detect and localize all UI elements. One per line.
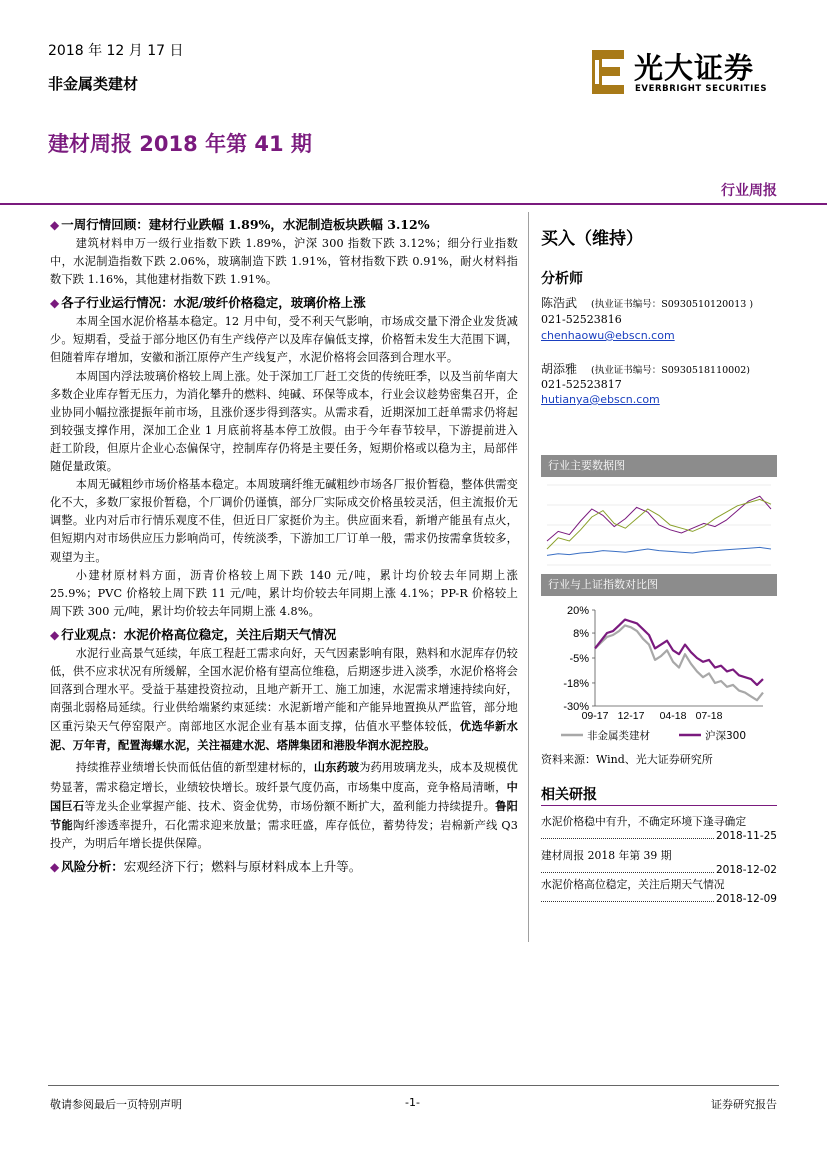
series-line-series-c bbox=[547, 547, 771, 555]
series-line-非金属类建材 bbox=[595, 625, 763, 700]
related-report-title: 水泥价格高位稳定，关注后期天气情况 bbox=[541, 878, 725, 891]
legend-label: 非金属类建材 bbox=[587, 730, 650, 742]
leader-dots bbox=[541, 838, 714, 839]
stock-name: 山东药玻 bbox=[313, 760, 360, 775]
footer-disclaimer: 敬请参阅最后一页特别声明 bbox=[50, 1098, 182, 1111]
sector-label: 非金属类建材 bbox=[48, 75, 139, 93]
analyst-heading: 分析师 bbox=[541, 271, 583, 287]
diamond-icon: ◆ bbox=[50, 627, 60, 642]
footer-report-label: 证券研究报告 bbox=[711, 1098, 777, 1111]
section-heading bbox=[50, 293, 518, 313]
y-tick-label: 20% bbox=[566, 605, 589, 617]
y-tick-label: -18% bbox=[563, 677, 589, 690]
series-line-series-b bbox=[547, 499, 771, 549]
section-heading-text: 行业观点：水泥价格高位稳定，关注后期天气情况 bbox=[61, 626, 337, 642]
diamond-icon: ◆ bbox=[50, 296, 60, 311]
x-tick-label: 07-18 bbox=[695, 710, 723, 722]
related-report-title: 水泥价格稳中有升，不确定环境下逢寻确定 bbox=[541, 815, 747, 828]
x-tick-label: 09-17 bbox=[581, 710, 609, 722]
report-type: 行业周报 bbox=[721, 183, 777, 199]
analyst-email[interactable]: hutianya@ebscn.com bbox=[541, 393, 660, 406]
text-run: 水泥行业高景气延续，年底工程赶工需求向好，天气因素影响有限，熟料和水泥库存仍较低，供不应求状况有所缓解，全国水泥价格有望高位维稳，后期逐步进入淡季，水泥价格将会回落到合理水平。受益于基建投资拉动，且地产新开工、施工加速，水泥需求增速持续向好，南强北弱格局延续。行业供给端紧约束延续：水泥新增产能和产能异地置换从严监管，部分地区重污染天气停窑限产。南部地区水泥企业有基本面支撑，估值水平整体较低， bbox=[50, 646, 518, 734]
related-report-date: 2018-11-25 bbox=[715, 830, 777, 842]
x-tick-label: 12-17 bbox=[617, 710, 645, 722]
report-date: 2018 年 12 月 17 日 bbox=[48, 43, 184, 59]
paragraph bbox=[50, 645, 518, 756]
related-report-item[interactable] bbox=[541, 877, 777, 907]
text-run: 为药用玻璃龙头，成本及规模优势显著，需求稳定增长，业绩较快增长。玻纤景气度仍高，市场集中度高，竞争格局清晰， bbox=[50, 761, 518, 794]
related-report-title: 建材周报 2018 年第 39 期 bbox=[541, 849, 672, 862]
report-title: 建材周报 2018 年第 41 期 bbox=[48, 132, 312, 156]
diamond-icon: ◆ bbox=[50, 859, 60, 874]
paragraph: 小建材原材料方面，沥青价格较上周下跌 140 元/吨，累计均价较去年同期上涨 25.9%；PVC 价格较上周下跌 11 元/吨，累计均价较去年同期上涨 4.1%；PP-R 价格较上周下跌 300 元/吨，累计均价较去年同期上涨 4.8%。 bbox=[50, 568, 518, 618]
chart-axes bbox=[563, 605, 763, 722]
paragraph: 本周全国水泥价格基本稳定。12 月中旬，受不利天气影响，市场成交量下滑企业发货减少。短期看，受益于部分地区仍有生产线停产以及库存偏低支撑，价格暂未发生大范围下调，但随着库存增加，安徽和浙江原停产生产线复产，水泥价格将会回落到合理水平。 bbox=[50, 315, 518, 365]
related-reports-heading: 相关研报 bbox=[541, 787, 597, 803]
analyst-phone: 021-52523817 bbox=[541, 378, 622, 391]
leader-dots bbox=[541, 901, 714, 902]
logo-chinese-text: 光大证券 bbox=[634, 51, 755, 85]
leader-dots bbox=[541, 872, 714, 873]
page-number: -1- bbox=[405, 1096, 420, 1109]
chart-box-title: 行业与上证指数对比图 bbox=[541, 574, 777, 596]
section-heading bbox=[50, 857, 518, 877]
logo-english-text: EVERBRIGHT SECURITIES bbox=[635, 84, 768, 94]
y-tick-label: -30% bbox=[563, 701, 589, 713]
text-run: 陶纤渗透率提升，石化需求迎来放量；需求旺盛，库存低位，蓄势待发；岩棉新产线 Q3 投产，为明后年增长提供保障。 bbox=[50, 818, 518, 850]
related-divider bbox=[541, 805, 777, 806]
analyst-cert: (执业证书编号：S0930518110002) bbox=[591, 365, 751, 376]
analyst-name: 陈浩武 bbox=[541, 296, 578, 310]
chart-source: 资料来源：Wind、光大证券研究所 bbox=[541, 753, 713, 766]
company-logo bbox=[588, 46, 783, 98]
analyst-email[interactable]: chenhaowu@ebscn.com bbox=[541, 329, 675, 342]
header-divider bbox=[0, 203, 827, 205]
logo-mark-icon bbox=[588, 46, 628, 98]
text-run: 持续推荐业绩增长快而低估值的新型建材标的， bbox=[75, 761, 314, 775]
section-heading bbox=[50, 625, 518, 645]
risk-text: 宏观经济下行；燃料与原材料成本上升等。 bbox=[123, 858, 362, 874]
analyst-cert: (执业证书编号：S0930510120013 ) bbox=[591, 299, 754, 310]
legend-label: 沪深300 bbox=[705, 730, 747, 742]
diamond-icon: ◆ bbox=[50, 218, 60, 232]
industry-data-chart bbox=[541, 479, 777, 571]
section-heading-text: 一周行情回顾：建材行业跌幅 1.89%，水泥制造板块跌幅 3.12% bbox=[61, 217, 430, 232]
related-report-date: 2018-12-09 bbox=[715, 893, 777, 905]
main-body bbox=[50, 214, 518, 877]
related-report-date: 2018-12-02 bbox=[715, 864, 777, 876]
text-run: 等龙头企业掌握产能、技术、资金优势，市场份额不断扩大，盈利能力持续提升。 bbox=[84, 799, 496, 813]
chart-series bbox=[595, 620, 763, 701]
section-heading-text: 风险分析： bbox=[61, 858, 124, 874]
chart-box-title: 行业主要数据图 bbox=[541, 455, 777, 477]
analyst-name: 胡添雅 bbox=[541, 362, 578, 376]
series-line-series-a bbox=[547, 496, 771, 541]
section-heading-text: 各子行业运行情况：水泥/玻纤价格稳定，玻璃价格上涨 bbox=[61, 295, 366, 311]
chart-legend bbox=[561, 729, 746, 742]
footer-divider bbox=[48, 1085, 779, 1086]
section-heading bbox=[50, 215, 518, 235]
analyst-phone: 021-52523816 bbox=[541, 313, 622, 326]
analyst-name-row bbox=[541, 360, 750, 377]
rating: 买入（维持） bbox=[541, 229, 643, 249]
column-divider bbox=[528, 212, 529, 942]
paragraph: 本周无碱粗纱市场价格基本稳定。本周玻璃纤维无碱粗纱市场各厂报价暂稳，整体供需变化不大，多数厂家报价暂稳，个厂调价仍谨慎，部分厂实际成交价格虽较灵活，但主流报价无调整。业内对后市行情乐观度不佳，但近日厂家挺价为主。供应面来看，新增产能虽有点火，但短期内对市场供应压力影响尚可，传统淡季，下游加工厂订单一般，需求仍按需拿货较多，观望为主。 bbox=[50, 478, 518, 564]
related-report-item[interactable] bbox=[541, 848, 777, 878]
related-report-item[interactable] bbox=[541, 814, 777, 844]
stock-name: 鲁阳节能 bbox=[50, 798, 518, 832]
x-tick-label: 04-18 bbox=[659, 710, 687, 722]
index-comparison-chart bbox=[541, 598, 777, 746]
stock-picks: 优选华新水泥、万年青，配置海螺水泥，关注福建水泥、塔牌集团和港股华润水泥控股。 bbox=[50, 719, 518, 753]
paragraph: 本周国内浮法玻璃价格较上周上涨。处于深加工厂赶工交货的传统旺季，以及当前华南大多数企业库存暂无压力，为消化攀升的燃料、纯碱、环保等成本，行业会议趁势密集召开，企业协同小幅拉涨提振年前市场，且涨价逐步得到落实。从需求看，近期深加工赶单需求仍将起到较强支撑作用，深加工企业 1 月底前将基本停工放假。由于今年春节较早，下游提前进入赶工阶段，但原片企业心态偏保守，控制库存仍将是主要任务，短期价格或以稳为主，局部伴随促量政策。 bbox=[50, 369, 518, 474]
paragraph bbox=[50, 758, 518, 852]
paragraph: 建筑材料申万一级行业指数下跌 1.89%，沪深 300 指数下跌 3.12%；细分行业指数中，水泥制造指数下跌 2.06%，玻璃制造下跌 1.91%，管材指数下跌 0.91%，耐火材料指数下跌 1.16%，其他建材指数下跌 1.91%。 bbox=[50, 237, 518, 287]
y-tick-label: 8% bbox=[573, 628, 589, 641]
stock-name: 中国巨石 bbox=[50, 779, 518, 813]
y-tick-label: -5% bbox=[569, 653, 589, 665]
analyst-name-row bbox=[541, 294, 753, 311]
